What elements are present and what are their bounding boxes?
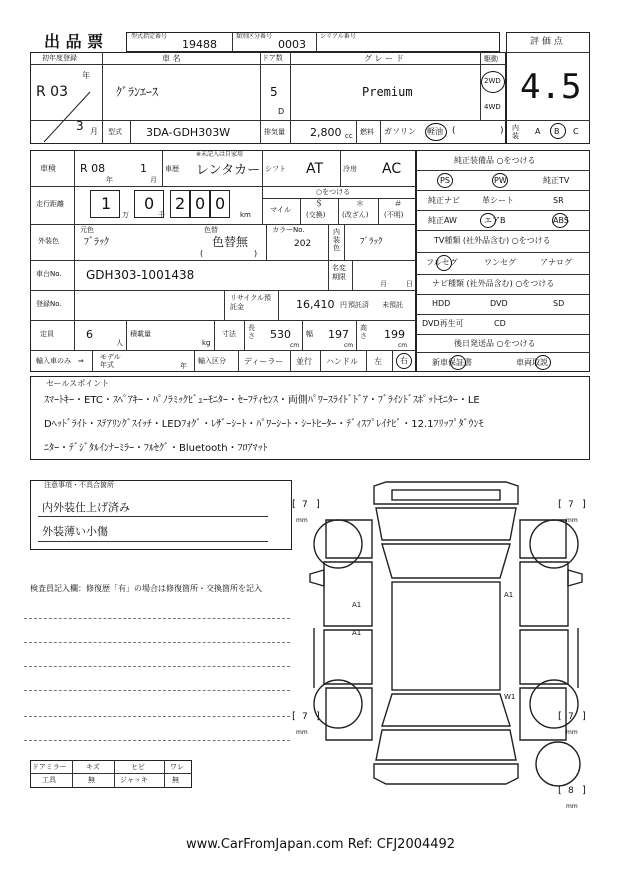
- later-warranty: 新車保証書: [432, 358, 472, 367]
- sales-point-line-3: ﾆﾀｰ・ﾃﾞｼﾞﾀﾙｲﾝﾅｰﾐﾗｰ・ﾌﾙｾｸﾞ・Bluetooth・ﾌﾛｱﾏｯﾄ: [44, 443, 268, 454]
- tire-spare-bracket: [: [558, 785, 562, 796]
- sales-point-label: セールスポイント: [46, 379, 110, 388]
- capacity-label: 定員: [40, 330, 54, 338]
- interior-b: B: [554, 127, 560, 136]
- mileage-label: 走行距離: [36, 200, 64, 208]
- doors-label: ドア数: [262, 54, 283, 62]
- interior-label: 内装: [512, 124, 519, 140]
- roof: [392, 582, 500, 690]
- displacement-label: 排気量: [264, 128, 285, 136]
- recycle-unit: 円: [340, 301, 347, 309]
- tire-rl-value: 7: [302, 712, 308, 722]
- height-cm: cm: [398, 342, 408, 349]
- import-arrow: ⇒: [78, 357, 84, 365]
- handle-label: ハンドル: [326, 357, 358, 366]
- ext-color-label: 外装色: [38, 237, 59, 245]
- right-front-door: [520, 562, 568, 626]
- dims-label: 寸法: [222, 330, 236, 338]
- spare-tire: [536, 742, 580, 786]
- mileage-man: 万: [122, 211, 129, 219]
- category-value: 0003: [278, 38, 306, 51]
- sales-point-line-2: Dﾍｯﾄﾞﾗｲﾄ・ｽﾃｱﾘﾝｸﾞｽｲｯﾁ・LEDﾌｫｸﾞ・ﾚｻﾞｰｼｰﾄ・ﾊﾟﾜｰｼｰﾄ・ｼｰﾄﾋｰﾀｰ・ﾃﾞｨｽﾌﾟﾚｲﾅﾋﾞ・12.1ﾌﾘｯﾌﾟﾀﾞｳﾝﾓ: [44, 419, 484, 430]
- navi-dvd-play: DVD再生可: [422, 319, 464, 328]
- hood: [376, 508, 516, 540]
- car-name-value: ｸﾞﾗﾝｴｰｽ: [116, 85, 159, 99]
- car-name-label: 車 名: [162, 54, 181, 63]
- later-manual: 車両取説: [516, 358, 548, 367]
- windshield: [382, 544, 510, 578]
- oem-sr: SR: [553, 196, 564, 205]
- inspection-month-unit: 月: [150, 176, 157, 184]
- parts-header-scratch: キズ: [86, 763, 100, 771]
- mileage-opt-tamper: (改ざん): [342, 211, 369, 219]
- height-value: 199: [384, 328, 405, 341]
- tire-rl-bracket-end: ]: [316, 711, 320, 722]
- handle-left: 左: [374, 357, 382, 366]
- model-year-unit: 年: [180, 362, 187, 370]
- tire-rl-mm: mm: [296, 729, 308, 736]
- import-dealer: ディーラー: [244, 357, 284, 366]
- sales-point-line-1: ｽﾏｰﾄｷｰ・ETC・ｽﾍﾟｱｷｰ・ﾊﾟﾉﾗﾐｯｸﾋﾞｭｰﾓﾆﾀｰ・ｾｰﾌﾃｨｾﾝｽ・両側ﾊﾟﾜｰｽﾗｲﾄﾞﾄﾞｱ・ﾌﾞﾗｲﾝﾄﾞｽﾎﾟｯﾄﾓﾆﾀｰ・LE: [44, 395, 480, 406]
- length-value: 530: [270, 328, 291, 341]
- capacity-unit: 人: [116, 339, 123, 347]
- right-front-fender: [520, 520, 566, 558]
- recycle-unpaid: 未預託: [382, 301, 403, 309]
- fuel-paren: (: [452, 126, 456, 136]
- mileage-digit-4: 0: [195, 194, 206, 213]
- first-reg-slash: [30, 64, 102, 144]
- chassis-value: GDH303-1001438: [86, 268, 195, 282]
- ac-label: 冷房: [343, 165, 357, 173]
- int-color-value: ﾌﾞﾗｯｸ: [360, 237, 383, 247]
- first-reg-month: 3: [76, 119, 84, 133]
- color-paren-end: ): [254, 249, 258, 258]
- mileage-digit-2: 0: [144, 194, 155, 213]
- tire-rr-bracket: [: [558, 711, 562, 722]
- later-label: 後日発送品 ○をつける: [454, 339, 536, 348]
- tv-fullseg: フルセグ: [426, 258, 458, 267]
- wheel-front-right: [530, 517, 578, 568]
- doors-sub: D: [278, 107, 285, 116]
- grade-value: Premium: [362, 85, 413, 99]
- grade-label: グ レ ー ド: [364, 54, 404, 63]
- history-value: レンタカー: [196, 163, 261, 178]
- navi-dvd: DVD: [490, 299, 508, 308]
- length-label: 長さ: [248, 324, 255, 340]
- wheel-rear-left: [314, 680, 362, 728]
- color-change-label: 色替: [204, 226, 218, 234]
- navi-label: ナビ種類 (社外品含む) ○をつける: [432, 279, 555, 288]
- left-front-fender: [326, 520, 372, 558]
- tire-fl-mm: mm: [296, 517, 308, 524]
- tailgate: [376, 730, 516, 760]
- color-no-label: カラーNo.: [272, 226, 305, 234]
- parts-header-crack: ヒビ: [131, 763, 145, 771]
- parts-value-none-2: 無: [172, 776, 179, 784]
- ac-value: AC: [382, 161, 402, 177]
- tire-fr-mm: mm: [566, 517, 578, 524]
- recycle-label: リサイクル預託金: [230, 294, 272, 311]
- height-label: 高さ: [360, 324, 367, 340]
- parts-header-mirror: ドアミラー: [32, 763, 67, 771]
- tire-rl-bracket: [: [292, 711, 296, 722]
- mileage-km: km: [240, 211, 251, 219]
- inspection-label: 車検: [40, 164, 56, 173]
- import-parallel: 並行: [296, 357, 312, 366]
- inspection-month: 1: [140, 162, 147, 175]
- tire-fr-bracket: [: [558, 499, 562, 510]
- model-designation-value: 19488: [182, 38, 217, 51]
- left-front-door: [324, 562, 372, 626]
- tv-label: TV種類 (社外品含む) ○をつける: [434, 236, 551, 245]
- mileage-opt-mile: マイル: [270, 206, 291, 214]
- width-label: 幅: [306, 330, 313, 338]
- mileage-digit-1: 1: [101, 194, 112, 213]
- capacity-value: 6: [86, 328, 93, 341]
- tire-rr-bracket-end: ]: [582, 711, 586, 722]
- fuel-label: 燃料: [360, 128, 374, 136]
- mileage-opt-unknown: (不明): [384, 211, 404, 219]
- damage-mark-left-rear-door: A1: [352, 629, 362, 637]
- doc-title: 出 品 票: [44, 32, 104, 51]
- width-value: 197: [328, 328, 349, 341]
- tire-spare-value: 8: [568, 786, 574, 796]
- shift-label: シフト: [265, 165, 286, 173]
- mileage-digit-3: 2: [175, 194, 186, 213]
- tire-fl-bracket: [: [292, 499, 296, 510]
- mileage-digit-5: 0: [215, 194, 226, 213]
- notes-line-2: 外装薄い小傷: [42, 525, 108, 538]
- drive-2wd: 2WD: [484, 77, 501, 85]
- oem-aw: 純正AW: [428, 216, 457, 225]
- model-year-label: モデル年式: [100, 353, 121, 369]
- navi-cd: CD: [494, 319, 506, 328]
- history-note: ※未記入は自家用: [196, 151, 244, 158]
- mileage-opt-exchange: (交換): [306, 211, 326, 219]
- fuel-diesel: 軽油: [427, 127, 443, 136]
- doors-value: 5: [270, 85, 278, 99]
- fuel-paren-end: ): [500, 126, 504, 136]
- car-diagram: [296, 478, 596, 808]
- score-value: 4.5: [520, 67, 582, 107]
- oem-airbag: エアB: [484, 216, 506, 225]
- rear-window: [382, 694, 510, 726]
- drive-label: 駆動: [484, 55, 498, 63]
- tv-oneseg: ワンセグ: [484, 258, 516, 267]
- color-paren: (: [200, 249, 204, 258]
- load-unit: kg: [202, 339, 211, 347]
- name-change-day: 日: [406, 280, 413, 288]
- right-rear-door: [520, 630, 568, 684]
- serial-label: シリアル番号: [320, 33, 356, 40]
- mileage-sen: 千: [158, 211, 165, 219]
- recycle-value: 16,410: [296, 298, 335, 311]
- front-grille: [392, 490, 500, 500]
- color-no-value: 202: [294, 239, 312, 249]
- model-label: 型式: [108, 128, 122, 136]
- mileage-opt-unknown-sym: ＃: [394, 199, 402, 208]
- model-value: 3DA-GDH303W: [146, 126, 231, 139]
- orig-color-value: ﾌﾞﾗｯｸ: [84, 237, 109, 248]
- mileage-circle-note: ○をつける: [316, 188, 351, 196]
- tire-rr-value: 7: [568, 712, 574, 722]
- oem-tv: 純正TV: [543, 176, 570, 185]
- left-mirror: [310, 570, 324, 586]
- interior-a: A: [535, 127, 541, 136]
- category-label: 類別区分番号: [236, 33, 273, 40]
- int-color-label: 内装色: [333, 228, 340, 252]
- parts-value-none-1: 無: [88, 776, 95, 784]
- drive-4wd: 4WD: [484, 103, 501, 111]
- left-rear-door: [324, 630, 372, 684]
- import-label: 輸入車のみ: [36, 357, 71, 365]
- notes-frame: [30, 480, 292, 550]
- load-label: 積載量: [130, 330, 151, 338]
- damage-mark-left-front-door: A1: [352, 601, 362, 609]
- navi-sd: SD: [553, 299, 565, 308]
- tire-rr-mm: mm: [566, 729, 578, 736]
- tire-fl-value: 7: [302, 500, 308, 510]
- tire-fl-bracket-end: ]: [316, 499, 320, 510]
- chassis-label: 車台No.: [36, 270, 62, 278]
- width-cm: cm: [344, 342, 354, 349]
- history-label: 車歴: [165, 165, 179, 173]
- damage-mark-right-front-door: A1: [504, 591, 514, 599]
- fuel-gasoline: ガソリン: [384, 127, 416, 136]
- parts-value-jack: ジャッキ: [120, 776, 148, 784]
- front-bumper: [374, 482, 518, 504]
- first-reg-year-unit: 年: [82, 71, 90, 80]
- import-type-label: 輸入区分: [198, 357, 226, 365]
- inspector-label: 検査員記入欄：修復歴「有」の場合は修復箇所・交換箇所を記入: [30, 584, 262, 593]
- name-change-month: 月: [380, 280, 387, 288]
- interior-c: C: [573, 127, 579, 136]
- notes-line-1: 内外装仕上げ済み: [42, 501, 130, 514]
- reg-label: 登録No.: [36, 300, 62, 308]
- wheel-front-left: [314, 520, 362, 568]
- oem-navi: 純正ナビ: [428, 196, 460, 205]
- navi-hdd: HDD: [432, 299, 451, 308]
- oem-pw: PW: [494, 176, 507, 185]
- parts-value-tools: 工具: [42, 776, 56, 784]
- damage-mark-right-rear: W1: [504, 693, 516, 701]
- tire-fr-bracket-end: ]: [582, 499, 586, 510]
- displacement-value: 2,800: [310, 126, 342, 139]
- recycle-paid: 預託済: [348, 301, 369, 309]
- oem-ps: PS: [440, 176, 450, 185]
- tire-spare-mm: mm: [566, 803, 578, 810]
- first-reg-month-unit: 月: [90, 127, 98, 136]
- color-change-value: 色替無: [212, 235, 249, 249]
- parts-header-break: ワレ: [170, 763, 184, 771]
- model-designation-label: 型式指定番号: [131, 33, 168, 40]
- first-reg-year: R 03: [36, 84, 68, 100]
- orig-color-label: 元色: [80, 226, 94, 234]
- tire-fr-value: 7: [568, 500, 574, 510]
- handle-right: 右: [400, 356, 408, 365]
- mileage-opt-tamper-sym: ＊: [356, 199, 364, 208]
- displacement-unit: cc: [345, 132, 353, 140]
- right-mirror: [568, 570, 582, 586]
- notes-label: 注意事項・不具合箇所: [44, 481, 114, 489]
- name-change-label: 名変期限: [332, 264, 346, 281]
- length-cm: cm: [290, 342, 300, 349]
- first-reg-label: 初年度登録: [42, 54, 77, 62]
- tire-spare-bracket-end: ]: [582, 785, 586, 796]
- footer-watermark: www.CarFromJapan.com Ref: CFJ2004492: [186, 837, 456, 852]
- oem-abs: ABS: [553, 216, 569, 225]
- inspection-year-unit: 年: [106, 176, 113, 184]
- rear-bumper: [374, 764, 518, 784]
- mileage-opt-exchange-sym: ＄: [315, 199, 323, 208]
- shift-value: AT: [306, 161, 324, 177]
- inspection-year: R 08: [80, 162, 106, 175]
- score-label: 評 価 点: [530, 37, 563, 47]
- oem-leather: 革シート: [482, 196, 514, 205]
- left-rear-quarter: [326, 688, 372, 740]
- tv-analog: アナログ: [540, 258, 572, 267]
- oem-label: 純正装備品 ○をつける: [454, 156, 536, 165]
